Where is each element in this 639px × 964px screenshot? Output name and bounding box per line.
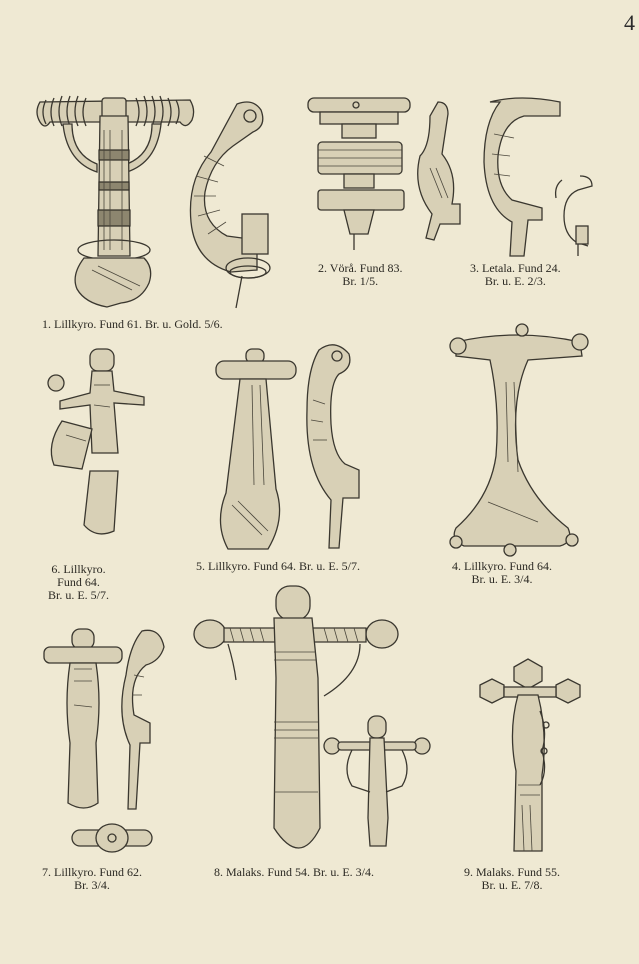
figure-5-brooch-front (212, 345, 302, 555)
caption-line: Br. u. E. 3/4. (471, 572, 533, 586)
figure-7-caption (42, 866, 142, 892)
caption-line: 1. Lillkyro. Fund 61. Br. u. Gold. 5/6. (42, 317, 223, 331)
figure-8-brooch-small (322, 712, 432, 852)
caption-line: Fund 64. (57, 575, 100, 589)
figure-3-brooch-small (550, 170, 598, 260)
figure-1-brooch-front (32, 90, 192, 315)
caption-line: Br. u. E. 5/7. (48, 588, 110, 602)
figure-8-caption (214, 866, 374, 879)
figure-6-caption (48, 563, 109, 602)
plate-number: 4 (624, 10, 635, 35)
figure-7-brooch-top (68, 818, 156, 858)
caption-line: Br. u. E. 2/3. (484, 274, 546, 288)
figure-2-brooch-front (304, 94, 414, 254)
figure-5-caption (196, 560, 360, 573)
caption-line: 5. Lillkyro. Fund 64. Br. u. E. 5/7. (196, 559, 361, 573)
caption-line: Br. 3/4. (74, 878, 110, 892)
figure-9-caption (464, 866, 560, 892)
caption-line: 8. Malaks. Fund 54. Br. u. E. 3/4. (214, 865, 375, 879)
figure-4-brooch (448, 322, 588, 562)
figure-5-brooch-side (295, 340, 385, 555)
caption-line: 9. Malaks. Fund 55. (464, 865, 560, 879)
figure-4-caption (452, 560, 552, 586)
figure-2-caption (318, 262, 402, 288)
figure-6-brooch-fragment (42, 345, 152, 560)
caption-line: 2. Vörå. Fund 83. (318, 261, 403, 275)
caption-line: 3. Letala. Fund 24. (470, 261, 561, 275)
caption-line: 7. Lillkyro. Fund 62. (42, 865, 143, 879)
figure-2-brooch-side (408, 98, 478, 258)
caption-line: Br. u. E. 7/8. (481, 878, 543, 892)
caption-line: Br. 1/5. (342, 274, 379, 288)
figure-1-brooch-side (182, 96, 282, 311)
figure-1-caption (42, 318, 223, 331)
figure-3-caption (470, 262, 561, 288)
figure-9-brooch (474, 655, 584, 860)
caption-line: 4. Lillkyro. Fund 64. (452, 559, 553, 573)
caption-line: 6. Lillkyro. (51, 562, 106, 576)
figure-7-brooch-side (112, 625, 174, 815)
